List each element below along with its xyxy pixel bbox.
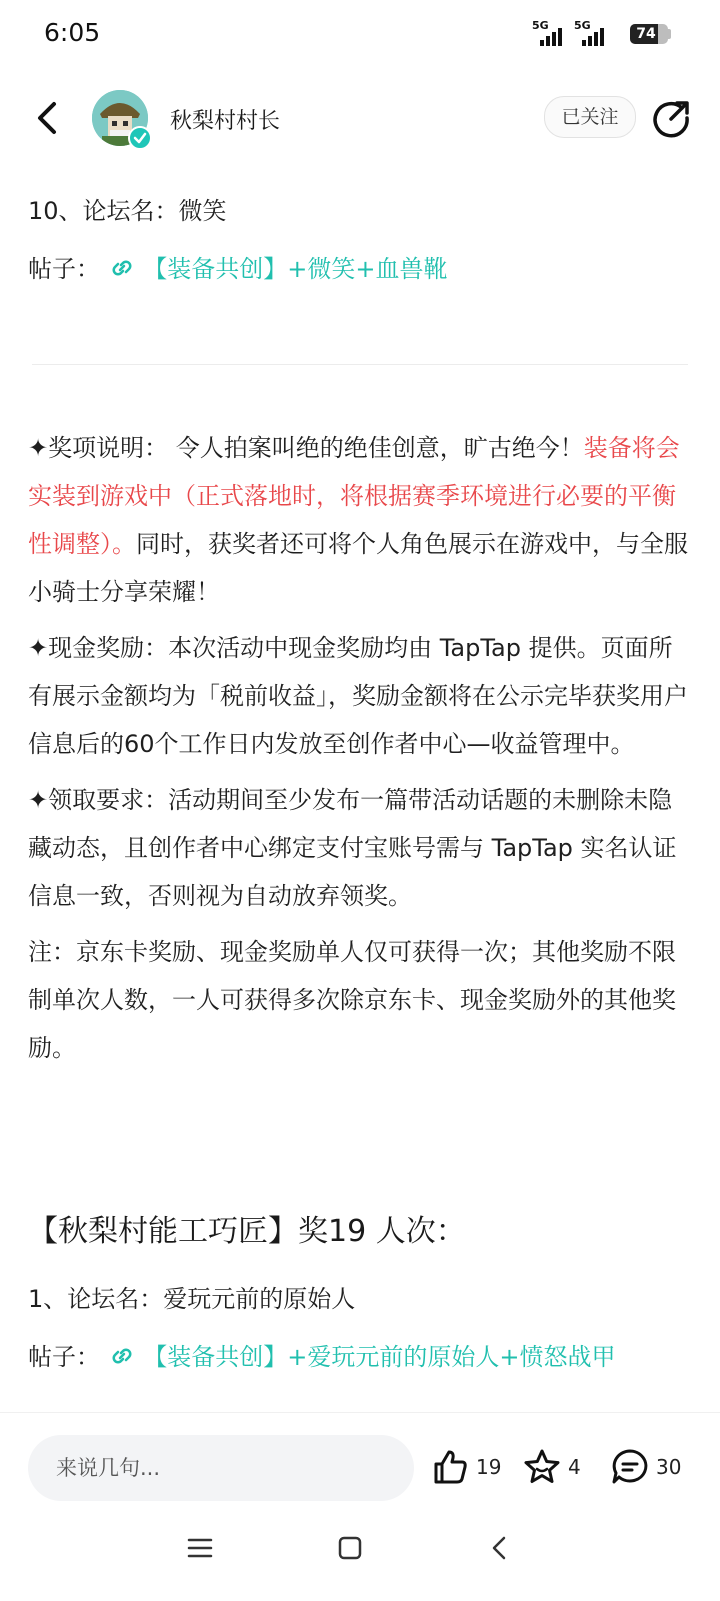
post-label: 帖子： — [28, 255, 100, 283]
favorite-count: 4 — [568, 1455, 581, 1479]
comment-input[interactable] — [28, 1435, 414, 1501]
verified-badge-icon — [128, 126, 152, 150]
claim-requirement-text: ✦领取要求：活动期间至少发布一篇带活动话题的未删除未隐藏动态，且创作者中心绑定支付宝账号需与 TapTap 实名认证信息一致，否则视为自动放弃领奖。 — [28, 786, 677, 910]
home-square-icon[interactable] — [336, 1534, 364, 1562]
divider — [32, 364, 688, 365]
share-icon — [652, 98, 692, 138]
post-link[interactable]: 【装备共创】+微笑+血兽靴 — [143, 255, 448, 283]
section-block — [28, 1208, 692, 1380]
entry-post-row — [28, 1334, 692, 1380]
link-chain-icon — [108, 1344, 136, 1368]
entry-forum-name: 1、论坛名：爱玩元前的原始人 — [28, 1285, 356, 1313]
author-name[interactable]: 秋梨村村长 — [170, 109, 281, 134]
post-link[interactable]: 【装备共创】+爱玩元前的原始人+愤怒战甲 — [143, 1343, 616, 1371]
comment-count: 30 — [656, 1455, 682, 1479]
signal-icon: 5G — [532, 20, 570, 46]
share-button[interactable] — [652, 98, 692, 138]
status-bar — [0, 0, 720, 70]
link-chain-icon — [108, 256, 136, 280]
action-bar — [0, 1412, 720, 1521]
signal-icon-2: 5G — [574, 20, 612, 46]
thumbs-up-icon — [430, 1447, 470, 1487]
comment-button[interactable] — [610, 1443, 681, 1491]
entry-forum-name: 10、论坛名：微笑 — [28, 197, 227, 225]
system-nav-bar — [0, 1520, 720, 1601]
award-highlight: 装备将会实装到游戏中（正式落地时，将根据赛季环境进行必要的平衡性调整）。 — [28, 434, 680, 558]
back-arrow-icon — [28, 96, 68, 140]
section-title: 【秋梨村能工巧匠】奖19 人次： — [28, 1214, 466, 1249]
post-header — [0, 82, 720, 154]
entry-post-row — [28, 246, 448, 292]
nav-back-icon[interactable] — [486, 1534, 514, 1562]
back-button[interactable] — [28, 96, 68, 140]
menu-icon[interactable] — [186, 1534, 214, 1562]
status-time: 6:05 — [44, 18, 101, 47]
like-count: 19 — [476, 1455, 502, 1479]
cash-reward-text: ✦现金奖励：本次活动中现金奖励均由 TapTap 提供。页面所有展示金额均为「税前收益」，奖励金额将在公示完毕获奖用户信息后的60个工作日内发放至创作者中心—收益管理中。 — [28, 634, 688, 758]
like-button[interactable] — [430, 1443, 501, 1491]
award-description: ✦奖项说明： 令人拍案叫绝的绝佳创意，旷古绝今！装备将会实装到游戏中（正式落地时，将根据赛季环境进行必要的平衡性调整）。同时，获奖者还可将个人角色展示在游戏中，与全服小骑士分享荣耀！ — [28, 434, 688, 606]
award-rules — [28, 424, 692, 1072]
comment-placeholder: 来说几句... — [56, 1456, 161, 1480]
star-icon — [522, 1447, 562, 1487]
post-label: 帖子： — [28, 1343, 100, 1371]
favorite-button[interactable] — [522, 1443, 581, 1491]
battery-icon: 74 — [630, 24, 668, 44]
follow-button[interactable]: 已关注 — [544, 96, 636, 138]
comment-bubble-icon — [610, 1447, 650, 1487]
note-text: 注：京东卡奖励、现金奖励单人仅可获得一次；其他奖励不限制单次人数，一人可获得多次除京东卡、现金奖励外的其他奖励。 — [28, 938, 676, 1062]
